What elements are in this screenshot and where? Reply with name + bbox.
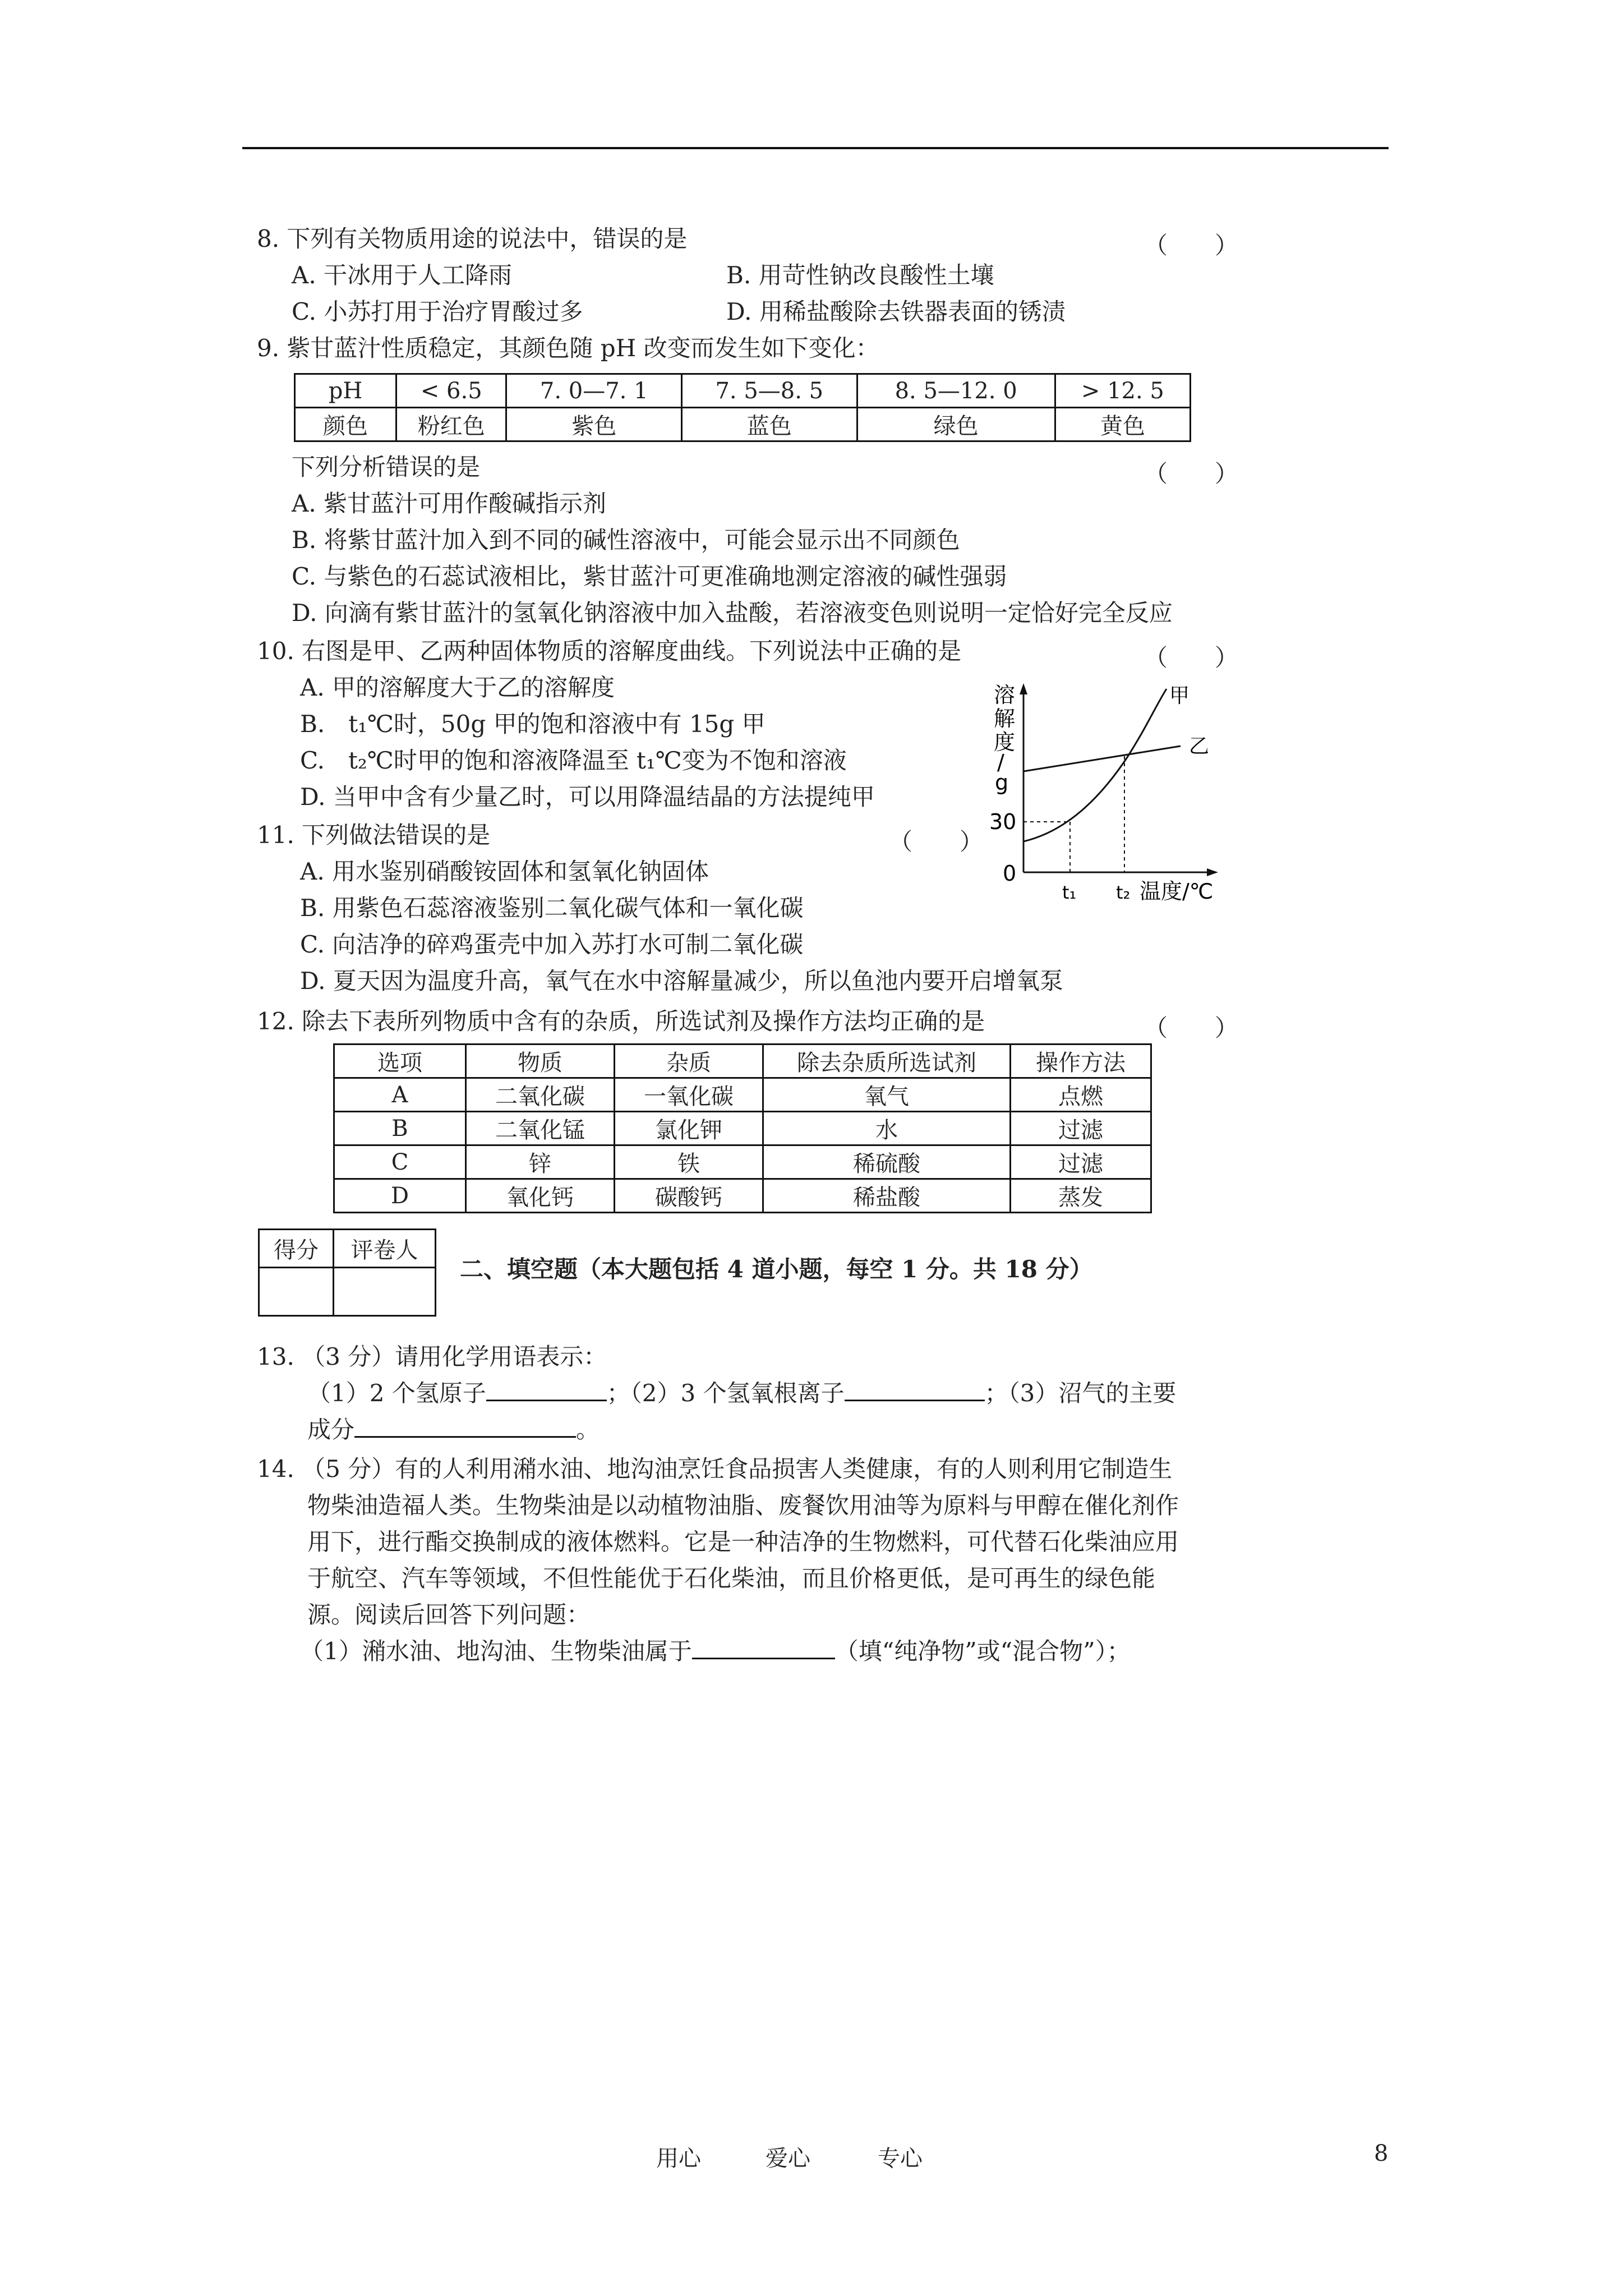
ph-cell: < 6.5 [396,374,506,408]
table-cell: D [334,1179,466,1213]
q11-option-a: A. 用水鉴别硝酸铵固体和氢氧化钠固体 [300,858,709,885]
q12-stem: 12. 除去下表所列物质中含有的杂质，所选试剂及操作方法均正确的是 [257,1007,985,1035]
q9-option-b: B. 将紫甘蓝汁加入到不同的碱性溶液中，可能会显示出不同颜色 [292,526,960,554]
q10-option-c: C. t₂℃时甲的饱和溶液降温至 t₁℃变为不饱和溶液 [300,747,847,774]
table-cell: 铁 [615,1145,763,1179]
score-box-fill [259,1268,436,1316]
score-box [258,1228,436,1317]
q13-line2 [307,1418,600,1442]
q14-blank-1[interactable] [692,1654,835,1659]
tick-t1: t₁ [1062,882,1077,903]
q9-stem: 9. 紫甘蓝汁性质稳定，其颜色随 pH 改变而发生如下变化： [257,334,879,362]
q14-line-4: 于航空、汽车等领域，不但性能优于石化柴油，而且价格更低，是可再生的绿色能 [307,1565,1156,1592]
ph-color-table [294,373,1191,442]
color-cell: 蓝色 [682,408,857,441]
table-row [334,1078,1151,1112]
table-row [334,1179,1151,1213]
table-header-cell: 选项 [334,1045,466,1078]
ylabel-char: g [995,770,1009,795]
table-cell: 过滤 [1011,1112,1151,1145]
q8-stem: 8. 下列有关物质用途的说法中，错误的是 [257,225,688,252]
q9-option-d: D. 向滴有紫甘蓝汁的氢氧化钠溶液中加入盐酸，若溶液变色则说明一定恰好完全反应 [292,599,1173,627]
table-cell: 二氧化锰 [466,1112,615,1145]
table-cell: 点燃 [1011,1078,1151,1112]
x-axis-arrow [1207,868,1218,876]
q14-sub1-hint: （填“纯净物”或“混合物”）； [834,1637,1131,1665]
table-header-row [334,1045,1151,1078]
ylabel-char: 解 [994,706,1016,731]
q10-option-d: D. 当甲中含有少量乙时，可以用降温结晶的方法提纯甲 [300,783,875,811]
q13-part4: 成分 [307,1416,355,1443]
ph-cell: 8. 5—12. 0 [857,374,1055,408]
q11-stem: 11. 下列做法错误的是 [257,821,491,849]
q8-option-d: D. 用稀盐酸除去铁器表面的锈渍 [726,298,1066,325]
table-cell: 一氧化碳 [615,1078,763,1112]
footer-motto-2: 爱心 [766,2146,810,2171]
score-box-header [259,1230,436,1268]
score-blank[interactable] [259,1268,334,1316]
ph-cell: 7. 5—8. 5 [682,374,857,408]
table-cell: 蒸发 [1011,1179,1151,1213]
series-label-yi: 乙 [1189,735,1210,758]
q14-sub1 [300,1637,1131,1665]
q13-blank-1[interactable] [486,1396,607,1401]
table-cell: 稀盐酸 [763,1179,1011,1213]
ph-cell: > 12. 5 [1055,374,1190,408]
table-row [334,1112,1151,1145]
q13-line1 [307,1379,1177,1407]
impurity-table [333,1043,1152,1213]
q11-option-b: B. 用紫色石蕊溶液鉴别二氧化碳气体和一氧化碳 [300,894,804,922]
x-axis-label: 温度/℃ [1140,879,1214,903]
table-header-cell: 杂质 [615,1045,763,1078]
q10-answer-paren: （ ） [1144,644,1239,671]
table-cell: 过滤 [1011,1145,1151,1179]
grader-blank[interactable] [334,1268,436,1316]
table-cell: 氧气 [763,1078,1011,1112]
color-cell: 紫色 [506,408,682,441]
tick-30: 30 [989,809,1017,834]
ph-cell: 7. 0—7. 1 [506,374,682,408]
ylabel-char: 溶 [994,683,1016,707]
ylabel-char: 度 [994,730,1016,754]
table-cell: 锌 [466,1145,615,1179]
grader-label: 评卷人 [334,1230,436,1268]
q12-answer-paren: （ ） [1144,1014,1239,1042]
q13-blank-2[interactable] [845,1396,985,1401]
q8-option-b: B. 用苛性钠改良酸性土壤 [726,261,994,289]
q10-option-b: B. t₁℃时，50g 甲的饱和溶液中有 15g 甲 [300,710,766,738]
q9-prompt: 下列分析错误的是 [292,453,481,481]
ph-row [295,374,1191,408]
q9-option-c: C. 与紫色的石蕊试液相比，紫甘蓝汁可更准确地测定溶液的碱性强弱 [292,563,1007,590]
q13-stem: 13. （3 分）请用化学用语表示： [257,1343,607,1370]
y-axis-arrow [1020,683,1027,694]
table-cell: 二氧化碳 [466,1078,615,1112]
q14-sub1-text: （1）潲水油、地沟油、生物柴油属于 [300,1637,692,1665]
q14-line-1: 14. （5 分）有的人利用潲水油、地沟油烹饪食品损害人类健康，有的人则利用它制造生 [257,1455,1173,1483]
header-rule [242,147,1389,149]
q11-option-d: D. 夏天因为温度升高，氧气在水中溶解量减少，所以鱼池内要开启增氧泵 [300,967,1063,995]
q9-option-a: A. 紫甘蓝汁可用作酸碱指示剂 [292,490,607,517]
table-cell: C [334,1145,466,1179]
q13-part3: ；（3）沼气的主要 [984,1379,1177,1407]
table-header-cell: 物质 [466,1045,615,1078]
q10-stem: 10. 右图是甲、乙两种固体物质的溶解度曲线。下列说法中正确的是 [257,637,962,665]
table-cell: B [334,1112,466,1145]
score-label: 得分 [259,1230,334,1268]
table-cell: 稀硫酸 [763,1145,1011,1179]
color-cell: 颜色 [295,408,396,441]
table-cell: 碳酸钙 [615,1179,763,1213]
q8-option-c: C. 小苏打用于治疗胃酸过多 [292,298,583,325]
solubility-graph [987,679,1234,903]
section-title: 二、填空题（本大题包括 4 道小题，每空 1 分。共 18 分） [460,1255,1093,1283]
footer-motto-3: 专心 [878,2146,923,2171]
table-header-cell: 操作方法 [1011,1045,1151,1078]
q11-option-c: C. 向洁净的碎鸡蛋壳中加入苏打水可制二氧化碳 [300,931,804,958]
page-number: 8 [1374,2141,1389,2166]
curve-yi [1023,746,1181,771]
table-row [334,1145,1151,1179]
q14-line-2: 物柴油造福人类。生物柴油是以动植物油脂、废餐饮用油等为原料与甲醇在催化剂作 [307,1492,1179,1519]
q13-part1: （1）2 个氢原子 [307,1379,486,1407]
color-cell: 粉红色 [396,408,506,441]
series-label-jia: 甲 [1169,684,1190,707]
table-cell: 水 [763,1112,1011,1145]
footer-motto-1: 用心 [656,2146,701,2171]
table-cell: 氧化钙 [466,1179,615,1213]
ylabel-char: / [997,750,1004,775]
q8-answer-paren: （ ） [1144,232,1239,259]
curve-jia [1023,689,1166,841]
q10-option-a: A. 甲的溶解度大于乙的溶解度 [300,674,615,701]
q14-line-5: 源。阅读后回答下列问题： [307,1601,591,1628]
q11-answer-paren: （ ） [889,828,984,855]
color-cell: 绿色 [857,408,1055,441]
color-row [295,408,1191,441]
q9-answer-paren: （ ） [1144,460,1239,487]
q13-blank-3[interactable] [354,1433,576,1438]
q8-option-a: A. 干冰用于人工降雨 [292,261,513,289]
q13-part2: ；（2）3 个氢氧根离子 [606,1379,845,1407]
color-cell: 黄色 [1055,408,1190,441]
q13-end: 。 [576,1416,600,1443]
origin-label: 0 [1003,861,1017,886]
ph-cell: pH [295,374,396,408]
table-cell: 氯化钾 [615,1112,763,1145]
tick-t2: t₂ [1116,882,1131,903]
table-cell: A [334,1078,466,1112]
q14-line-3: 用下，进行酯交换制成的液体燃料。它是一种洁净的生物燃料，可代替石化柴油应用 [307,1528,1179,1556]
table-header-cell: 除去杂质所选试剂 [763,1045,1011,1078]
